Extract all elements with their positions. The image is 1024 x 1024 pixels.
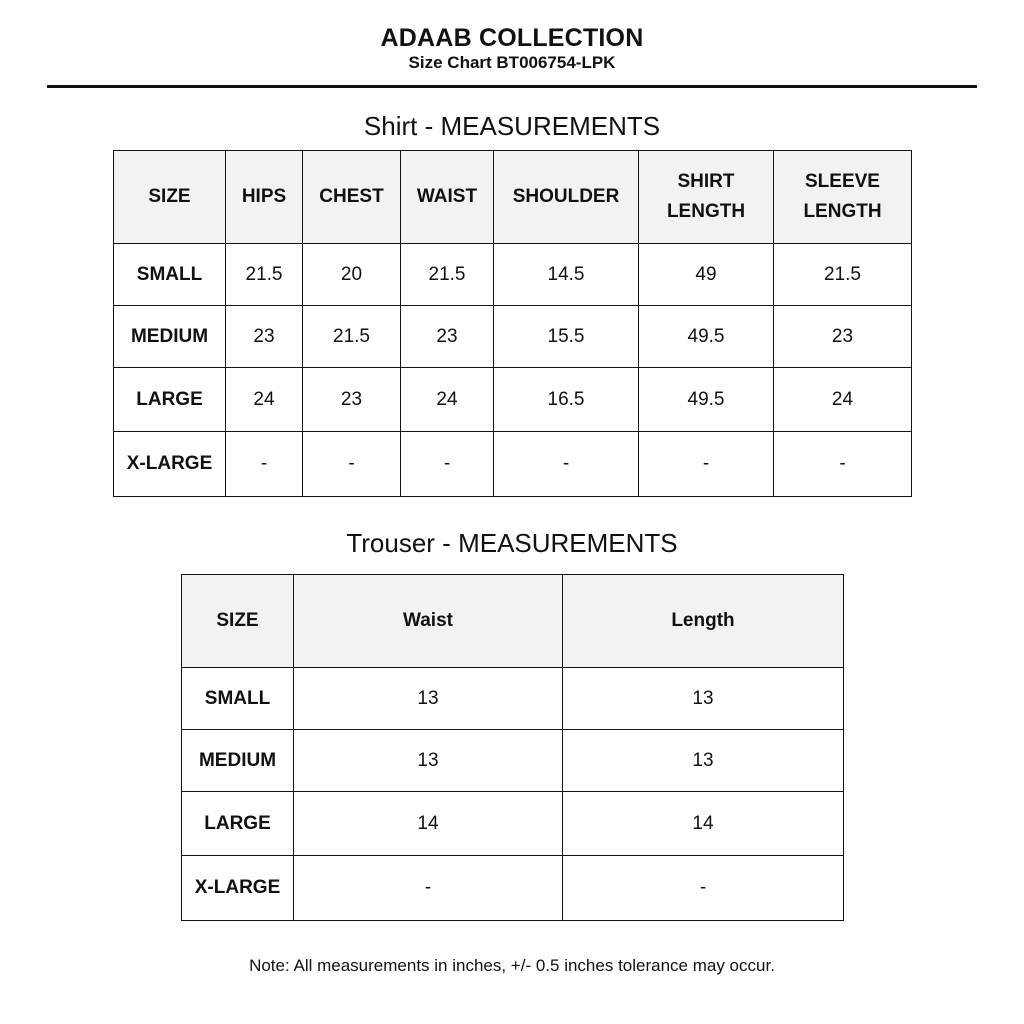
- shirt-length-cell: -: [639, 432, 774, 497]
- chest-cell: 21.5: [303, 306, 401, 368]
- size-cell: X-LARGE: [182, 856, 294, 921]
- table-row: [182, 856, 844, 921]
- length-cell: -: [563, 856, 844, 921]
- shoulder-cell: 14.5: [494, 244, 639, 306]
- table-row: [114, 244, 912, 306]
- shirt-length-cell: 49.5: [639, 306, 774, 368]
- shirt-section-title: Shirt - MEASUREMENTS: [363, 111, 661, 141]
- table-row: [114, 306, 912, 368]
- header-waist: WAIST: [401, 151, 494, 244]
- measurement-note: Note: All measurements in inches, +/- 0.5 inches tolerance may occur.: [249, 956, 775, 975]
- shirt-measurements-table: [113, 150, 912, 497]
- size-cell: MEDIUM: [114, 306, 226, 368]
- shoulder-cell: 15.5: [494, 306, 639, 368]
- trouser-section-title: Trouser - MEASUREMENTS: [346, 528, 678, 558]
- header-chest: CHEST: [303, 151, 401, 244]
- header-length: Length: [563, 575, 844, 668]
- table-header-row: [114, 151, 912, 244]
- trouser-measurements-table: [181, 574, 844, 921]
- header-hips: HIPS: [226, 151, 303, 244]
- header-shoulder: SHOULDER: [494, 151, 639, 244]
- sleeve-length-cell: 24: [774, 368, 912, 432]
- shirt-length-cell: 49.5: [639, 368, 774, 432]
- chest-cell: -: [303, 432, 401, 497]
- hips-cell: 23: [226, 306, 303, 368]
- header-size: SIZE: [182, 575, 294, 668]
- size-cell: LARGE: [182, 792, 294, 856]
- table-row: [182, 730, 844, 792]
- size-cell: LARGE: [114, 368, 226, 432]
- chest-cell: 23: [303, 368, 401, 432]
- size-chart-subtitle: Size Chart BT006754-LPK: [408, 53, 616, 72]
- size-cell: SMALL: [182, 668, 294, 730]
- header-sleeve-length-line1: SLEEVE: [805, 171, 880, 192]
- header-shirt-length: [639, 151, 774, 244]
- header-sleeve-length: [774, 151, 912, 244]
- shoulder-cell: 16.5: [494, 368, 639, 432]
- length-cell: 13: [563, 668, 844, 730]
- header-waist: Waist: [294, 575, 563, 668]
- hips-cell: 24: [226, 368, 303, 432]
- shirt-length-cell: 49: [639, 244, 774, 306]
- table-row: [182, 792, 844, 856]
- header-shirt-length-line1: SHIRT: [677, 171, 735, 192]
- length-cell: 14: [563, 792, 844, 856]
- table-row: [114, 432, 912, 497]
- table-row: [182, 668, 844, 730]
- sleeve-length-cell: 23: [774, 306, 912, 368]
- shoulder-cell: -: [494, 432, 639, 497]
- header-size: SIZE: [114, 151, 226, 244]
- waist-cell: 21.5: [401, 244, 494, 306]
- size-cell: MEDIUM: [182, 730, 294, 792]
- table-row: [114, 368, 912, 432]
- length-cell: 13: [563, 730, 844, 792]
- hips-cell: 21.5: [226, 244, 303, 306]
- waist-cell: -: [294, 856, 563, 921]
- waist-cell: 13: [294, 730, 563, 792]
- brand-title: ADAAB COLLECTION: [380, 24, 644, 52]
- waist-cell: 13: [294, 668, 563, 730]
- sleeve-length-cell: 21.5: [774, 244, 912, 306]
- waist-cell: -: [401, 432, 494, 497]
- header-divider: [47, 85, 977, 88]
- waist-cell: 24: [401, 368, 494, 432]
- size-cell: X-LARGE: [114, 432, 226, 497]
- sleeve-length-cell: -: [774, 432, 912, 497]
- size-cell: SMALL: [114, 244, 226, 306]
- waist-cell: 14: [294, 792, 563, 856]
- header-shirt-length-line2: LENGTH: [666, 201, 746, 222]
- hips-cell: -: [226, 432, 303, 497]
- chest-cell: 20: [303, 244, 401, 306]
- header-sleeve-length-line2: LENGTH: [803, 201, 882, 222]
- table-header-row: [182, 575, 844, 668]
- waist-cell: 23: [401, 306, 494, 368]
